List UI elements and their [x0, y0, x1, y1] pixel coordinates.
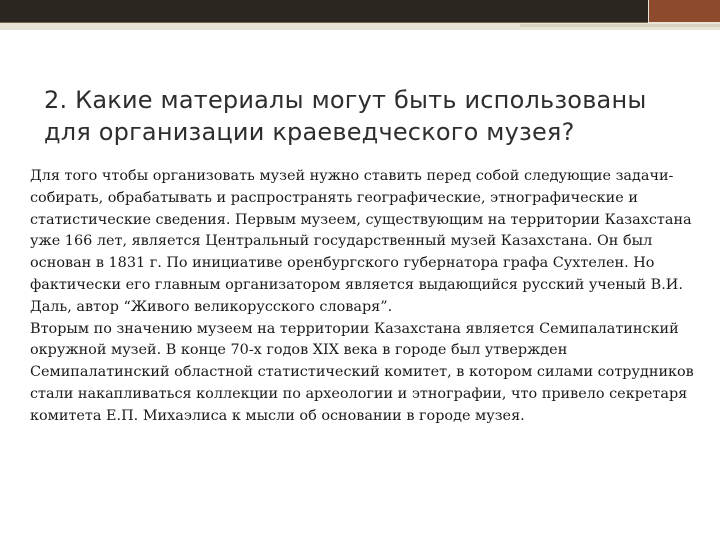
slide-body [30, 166, 696, 428]
header-dark-bar [0, 0, 648, 23]
header-accent-bar [649, 0, 720, 22]
body-paragraph-1: Для того чтобы организовать музей нужно ставить перед собой следующие задачи- собирать, обрабатывать и распространять географические, этнографические и статистические сведения. Первым музеем, существующим на территории Казахстана уже 166 лет, является Центральный государственный музей Казахстана. Он был основан в 1831 г. По инициативе оренбургского губернатора графа Сухтелен. Но фактически его главным организатором является выдающийся русский ученый В.И. Даль, автор “Живого великорусского словаря”. [30, 168, 692, 315]
slide-title [44, 84, 684, 148]
slide-title-line-1: 2. Какие материалы могут быть использованы [44, 86, 647, 114]
slide-title-line-2: для организации краеведческого музея? [44, 118, 575, 146]
header-thin-line [520, 24, 720, 27]
body-paragraph-2: Вторым по значению музеем на территории Казахстана является Семипалатинский окружной музей. В конце 70-х годов XIX века в городе был утвержден Семипалатинский областной статистический комитет, в котором силами сотрудников стали накапливаться коллекции по археологии и этнографии, что привело секретаря комитета Е.П. Михаэлиса к мысли об основании в городе музея. [30, 320, 694, 424]
